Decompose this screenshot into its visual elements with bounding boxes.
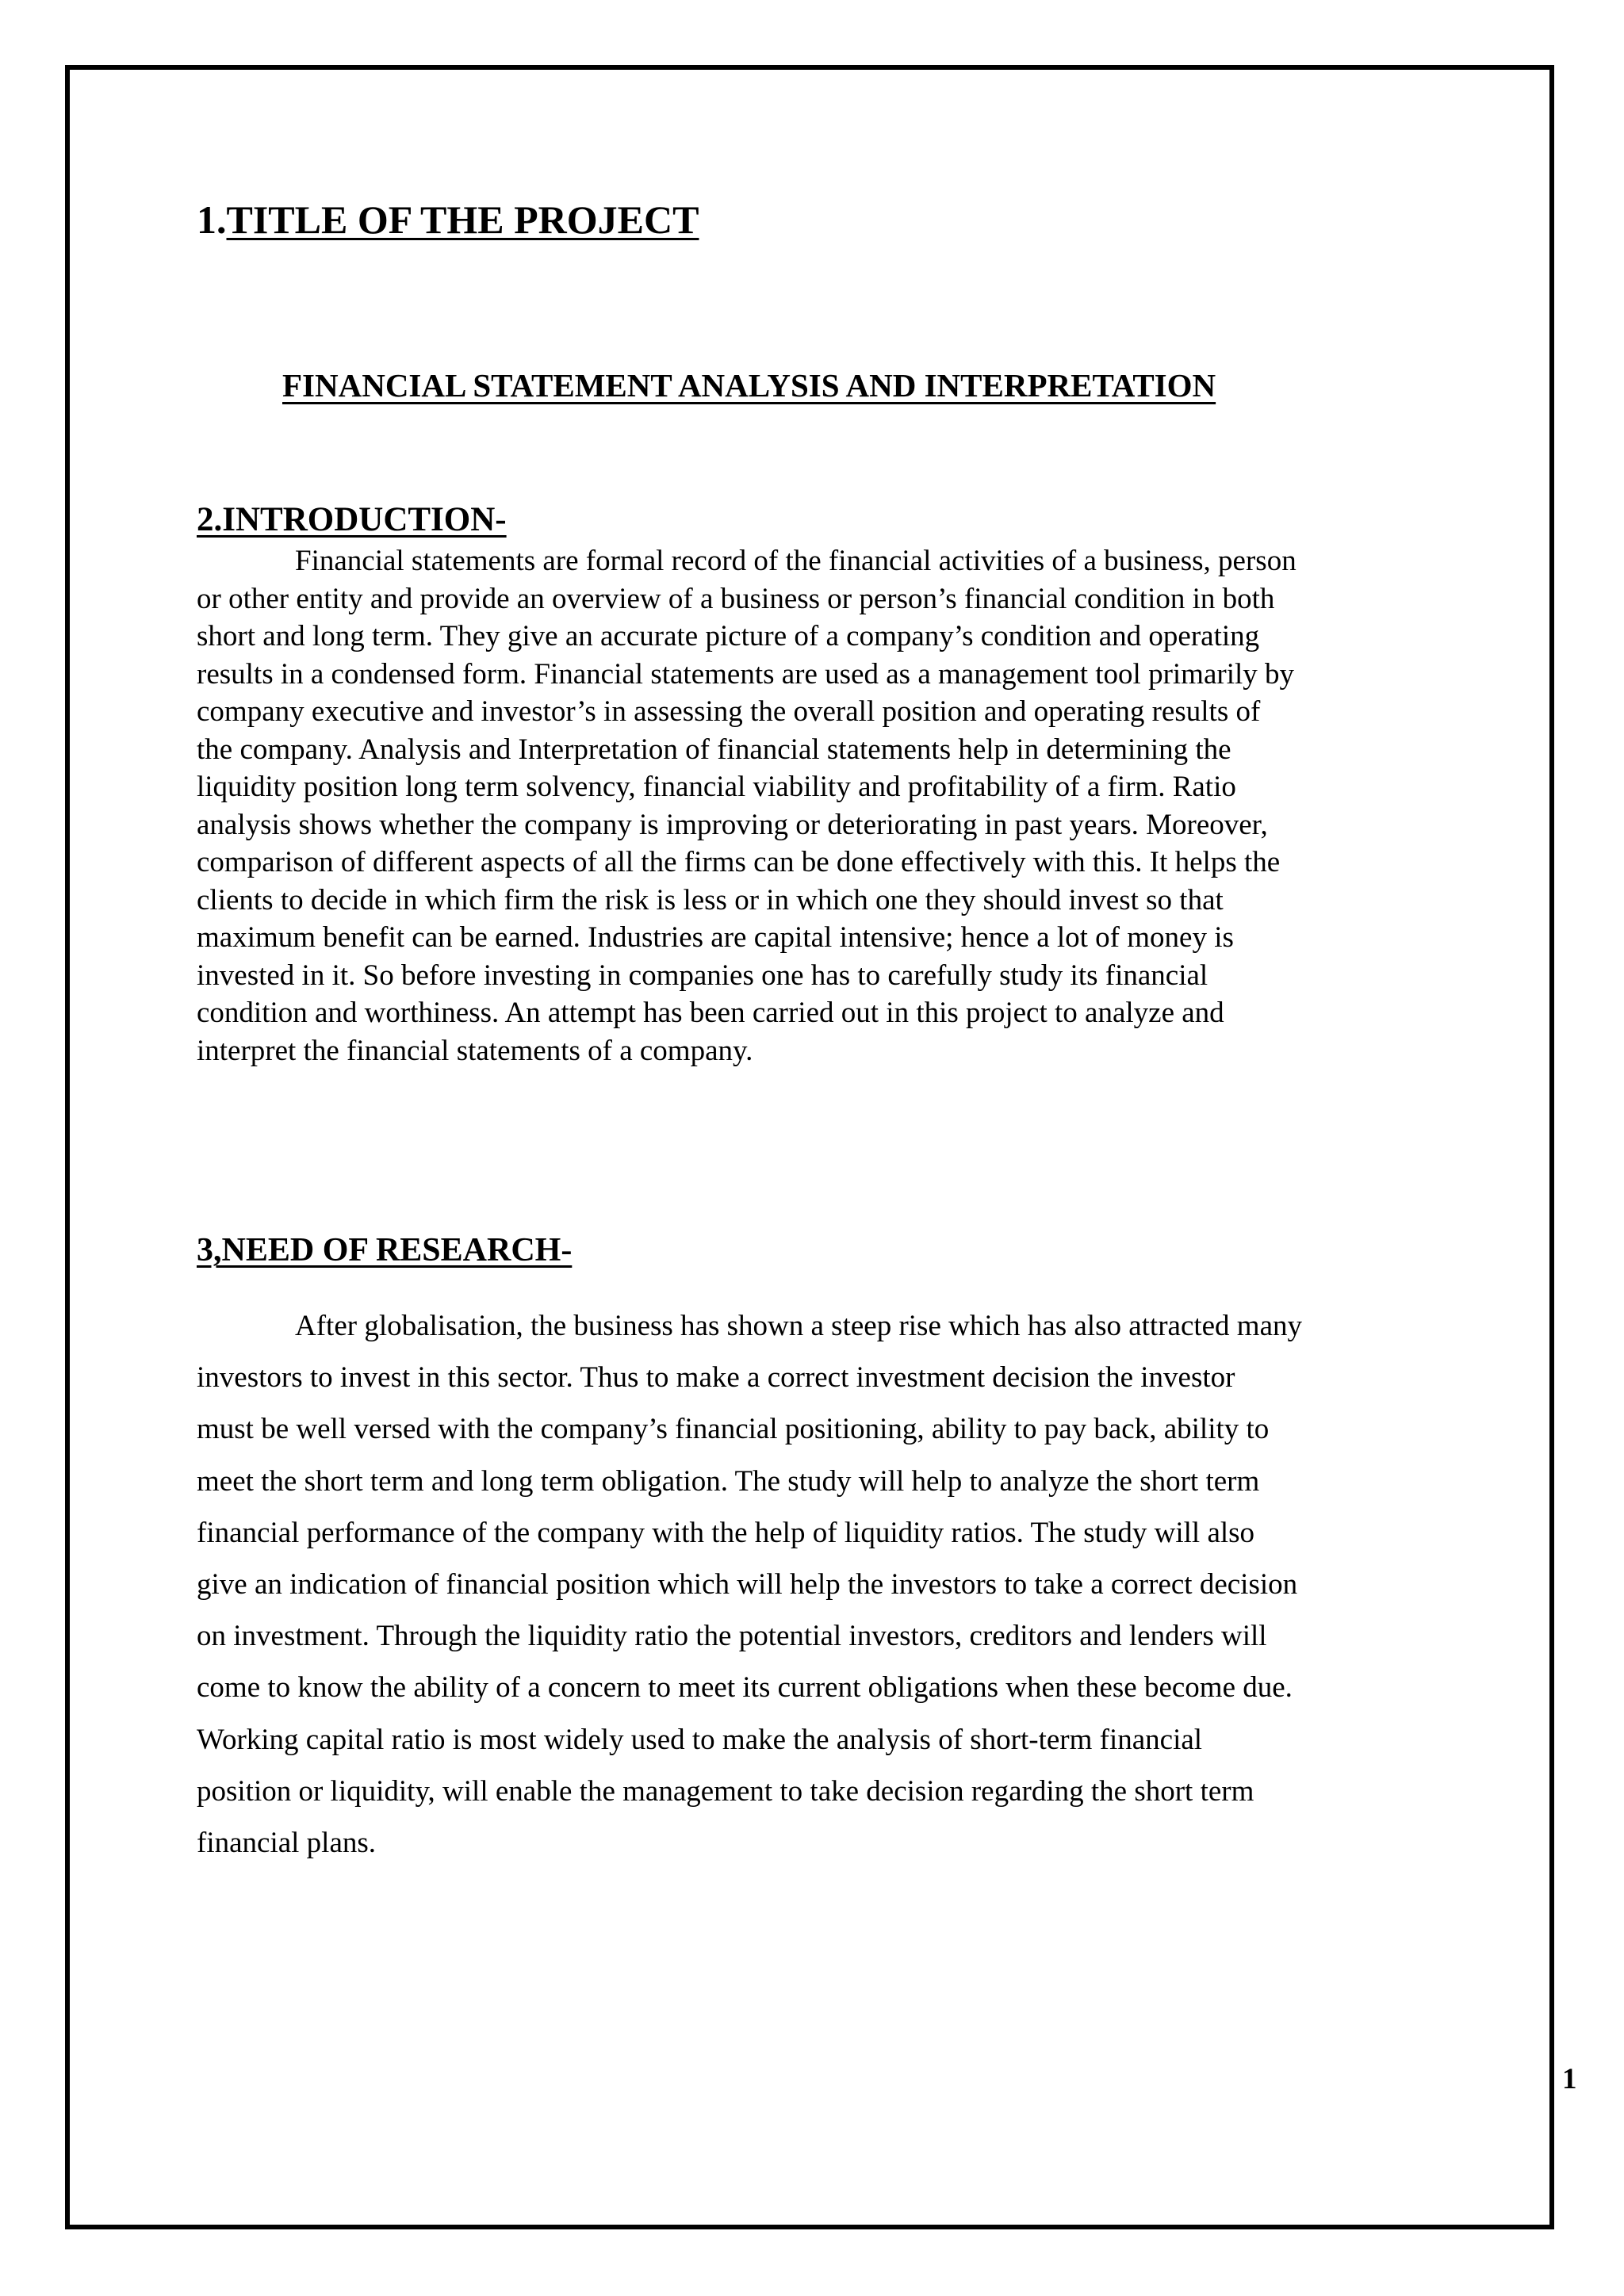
need-of-research-paragraph	[197, 1300, 1302, 1869]
need-of-research-heading: 3,NEED OF RESEARCH-	[197, 1232, 573, 1269]
project-title: FINANCIAL STATEMENT ANALYSIS AND INTERPRETATION	[282, 367, 1216, 404]
introduction-line: or other entity and provide an overview of a business or person’s financial condition in both	[197, 582, 1275, 615]
introduction-paragraph	[197, 542, 1297, 1070]
need-of-research-line: meet the short term and long term obligation. The study will help to analyze the short term	[197, 1464, 1260, 1498]
introduction-line: clients to decide in which firm the risk is less or in which one they should invest so that	[197, 883, 1224, 916]
section-1-title: TITLE OF THE PROJECT	[226, 197, 699, 242]
introduction-line: interpret the financial statements of a company.	[197, 1034, 753, 1067]
need-of-research-line: must be well versed with the company’s financial positioning, ability to pay back, ability to	[197, 1413, 1270, 1446]
introduction-heading: 2.INTRODUCTION-	[197, 501, 507, 538]
need-of-research-line: on investment. Through the liquidity ratio the potential investors, creditors and lenders will	[197, 1620, 1267, 1653]
need-of-research-line: give an indication of financial position which will help the investors to take a correct decision	[197, 1568, 1298, 1601]
section-1-number: 1.	[197, 197, 227, 242]
page-number: 1	[1562, 2063, 1577, 2095]
need-of-research-line: position or liquidity, will enable the management to take decision regarding the short term	[197, 1774, 1254, 1808]
introduction-line: short and long term. They give an accurate picture of a company’s condition and operating	[197, 620, 1260, 652]
need-of-research-line: come to know the ability of a concern to meet its current obligations when these become due.	[197, 1671, 1293, 1705]
section-1-heading	[197, 197, 699, 242]
introduction-line: Financial statements are formal record of the financial activities of a business, person	[295, 545, 1297, 577]
need-of-research-line: financial performance of the company with the help of liquidity ratios. The study will also	[197, 1516, 1255, 1549]
introduction-line: company executive and investor’s in assessing the overall position and operating results of	[197, 695, 1261, 728]
need-of-research-line: After globalisation, the business has shown a steep rise which has also attracted many	[295, 1310, 1303, 1342]
introduction-line: comparison of different aspects of all the firms can be done effectively with this. It helps the	[197, 846, 1281, 878]
introduction-line: results in a condensed form. Financial statements are used as a management tool primarily by	[197, 657, 1295, 691]
need-of-research-line: financial plans.	[197, 1827, 377, 1860]
introduction-line: analysis shows whether the company is improving or deteriorating in past years. Moreover,	[197, 808, 1268, 841]
introduction-line: the company. Analysis and Interpretation of financial statements help in determining the	[197, 733, 1231, 766]
introduction-line: liquidity position long term solvency, financial viability and profitability of a firm. Ratio	[197, 771, 1236, 803]
need-of-research-line: Working capital ratio is most widely used to make the analysis of short-term financial	[197, 1723, 1203, 1756]
introduction-line: condition and worthiness. An attempt has been carried out in this project to analyze and	[197, 997, 1224, 1029]
need-of-research-line: investors to invest in this sector. Thus to make a correct investment decision the investor	[197, 1361, 1235, 1395]
introduction-line: invested in it. So before investing in companies one has to carefully study its financial	[197, 959, 1208, 992]
introduction-line: maximum benefit can be earned. Industries are capital intensive; hence a lot of money is	[197, 921, 1234, 954]
